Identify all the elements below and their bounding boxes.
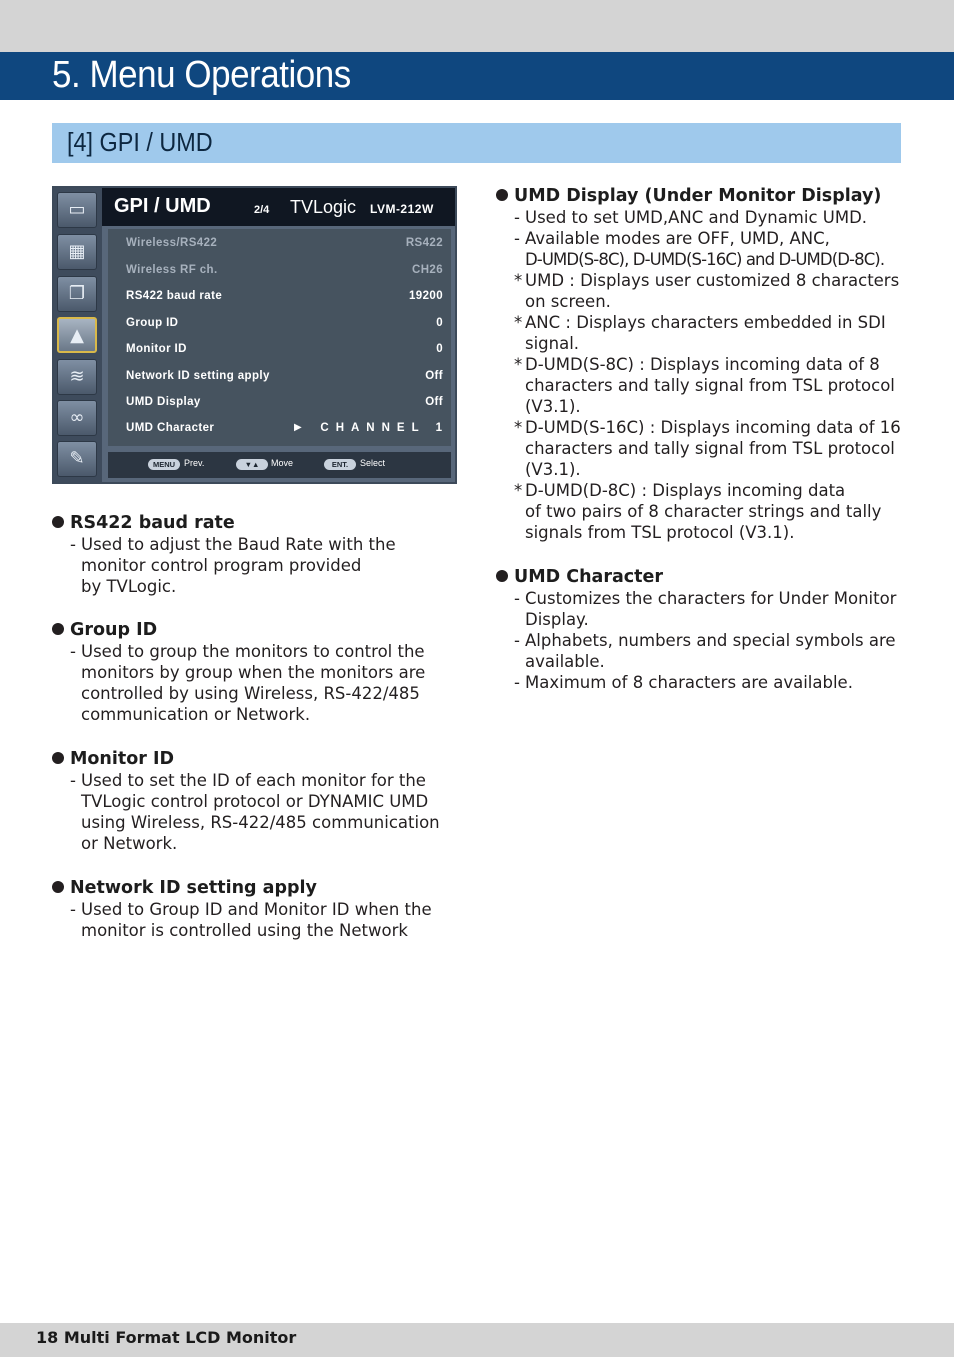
- osd-row-value: CH26: [411, 264, 443, 276]
- osd-row-wireless-rf: [108, 258, 451, 284]
- osd-header: [102, 188, 455, 226]
- tools-icon: ✎: [57, 441, 97, 477]
- osd-row-label: UMD Display: [126, 396, 201, 408]
- osd-row-value: CHANNEL 1: [320, 422, 449, 434]
- list-item: * ANC : Displays characters embedded in SDI signal.: [514, 313, 886, 353]
- waveform-icon: ≋: [57, 359, 97, 395]
- heading-rs422-baud-rate: RS422 baud rate: [52, 513, 396, 534]
- osd-row-umd-display: [108, 390, 451, 416]
- link-icon: ∞: [57, 400, 97, 436]
- list-item: * D-UMD(D-8C) : Displays incoming data of two pairs of 8 character strings and tally signals from TSL protocol (V3.1).: [514, 481, 882, 542]
- top-band: [0, 0, 954, 52]
- osd-row-wireless-rs422: [108, 231, 451, 257]
- osd-brand: TVLogic: [290, 197, 357, 217]
- section-umd-character: [496, 567, 896, 693]
- osd-row-label: Network ID setting apply: [126, 370, 270, 382]
- list-item: * UMD : Displays user customized 8 characters on screen.: [514, 271, 900, 311]
- osd-row-label: Wireless/RS422: [126, 237, 218, 249]
- heading-umd-display: UMD Display (Under Monitor Display): [496, 186, 901, 207]
- section-rs422-baud-rate: [52, 513, 396, 597]
- bullet-icon: [52, 623, 64, 635]
- heading-network-id: Network ID setting apply: [52, 878, 432, 899]
- list-item: - Customizes the characters for Under Monitor Display.: [514, 589, 897, 629]
- window-icon: ▦: [57, 234, 97, 270]
- osd-row-baud-rate: [108, 284, 451, 310]
- osd-page-indicator: 2/4: [254, 204, 270, 216]
- bullet-icon: [52, 752, 64, 764]
- bullet-icon: [52, 881, 64, 893]
- osd-row-label: Monitor ID: [126, 343, 187, 355]
- section-network-id: [52, 878, 432, 941]
- osd-row-value: Off: [425, 396, 443, 408]
- osd-row-value: RS422: [405, 237, 443, 249]
- move-key-icon: ▼▲: [236, 459, 268, 470]
- copy-icon: ❐: [57, 276, 97, 312]
- section-monitor-id: [52, 749, 440, 854]
- osd-footer-move: Move: [271, 458, 294, 468]
- page-title: 5. Menu Operations: [52, 54, 351, 96]
- osd-model: LVM-212W: [370, 202, 434, 216]
- remote-icon: ▲: [57, 317, 97, 353]
- osd-row-label: UMD Character: [126, 422, 215, 434]
- osd-footer: [108, 452, 451, 478]
- osd-menu-list: [108, 229, 451, 446]
- list-item: - Used to set the ID of each monitor for the TVLogic control protocol or DYNAMIC UMD using Wireless, RS-422/485 communication or Network.: [70, 771, 440, 853]
- osd-footer-select: Select: [360, 458, 386, 468]
- osd-header-title: GPI / UMD: [114, 195, 211, 217]
- section-umd-display: [496, 186, 901, 543]
- osd-footer-prev: Prev.: [184, 458, 205, 468]
- osd-row-label: Wireless RF ch.: [126, 264, 218, 276]
- osd-row-group-id: [108, 311, 451, 337]
- list-item: - Used to group the monitors to control the monitors by group when the monitors are controlled by using Wireless, RS-422/485 communication or Network.: [70, 642, 426, 724]
- caret-right-icon: ▶: [294, 422, 302, 433]
- osd-row-value: 0: [436, 343, 443, 355]
- list-item: - Alphabets, numbers and special symbols are available.: [514, 631, 896, 671]
- osd-row-value: Off: [425, 370, 443, 382]
- list-item: - Used to Group ID and Monitor ID when the monitor is controlled using the Network: [70, 900, 432, 940]
- heading-group-id: Group ID: [52, 620, 425, 641]
- osd-row-value: 19200: [409, 290, 443, 302]
- section-group-id: [52, 620, 425, 725]
- osd-row-monitor-id: [108, 337, 451, 363]
- osd-menu-screenshot: [52, 186, 457, 484]
- title-bar: [0, 52, 954, 100]
- list-item: - Used to set UMD,ANC and Dynamic UMD.: [514, 208, 868, 227]
- list-item: - Maximum of 8 characters are available.: [514, 673, 853, 692]
- bullet-icon: [496, 570, 508, 582]
- osd-sidebar: [54, 188, 102, 482]
- list-item: - Available modes are OFF, UMD, ANC, D-UMD(S-8C), D-UMD(S-16C) and D-UMD(D-8C).: [514, 229, 885, 269]
- list-item: - Used to adjust the Baud Rate with the monitor control program provided by TVLogic.: [70, 535, 396, 596]
- page-footer: [0, 1323, 954, 1357]
- heading-umd-character: UMD Character: [496, 567, 896, 588]
- section-bar: [52, 123, 901, 163]
- enter-key-icon: ENT.: [324, 459, 356, 470]
- monitor-icon: ▭: [57, 192, 97, 228]
- osd-row-value: 0: [436, 317, 443, 329]
- footer-text: 18 Multi Format LCD Monitor: [36, 1328, 297, 1347]
- bullet-icon: [52, 516, 64, 528]
- list-item: * D-UMD(S-8C) : Displays incoming data of 8 characters and tally signal from TSL protocol (V3.1).: [514, 355, 895, 416]
- menu-key-icon: MENU: [148, 459, 180, 470]
- heading-monitor-id: Monitor ID: [52, 749, 440, 770]
- list-item: * D-UMD(S-16C) : Displays incoming data of 16 characters and tally signal from TSL protocol (V3.1).: [514, 418, 901, 479]
- osd-row-network-id: [108, 364, 451, 390]
- osd-row-label: RS422 baud rate: [126, 290, 223, 302]
- bullet-icon: [496, 189, 508, 201]
- osd-row-umd-character: [108, 416, 451, 442]
- osd-row-label: Group ID: [126, 317, 179, 329]
- section-title: [4] GPI / UMD: [67, 127, 213, 157]
